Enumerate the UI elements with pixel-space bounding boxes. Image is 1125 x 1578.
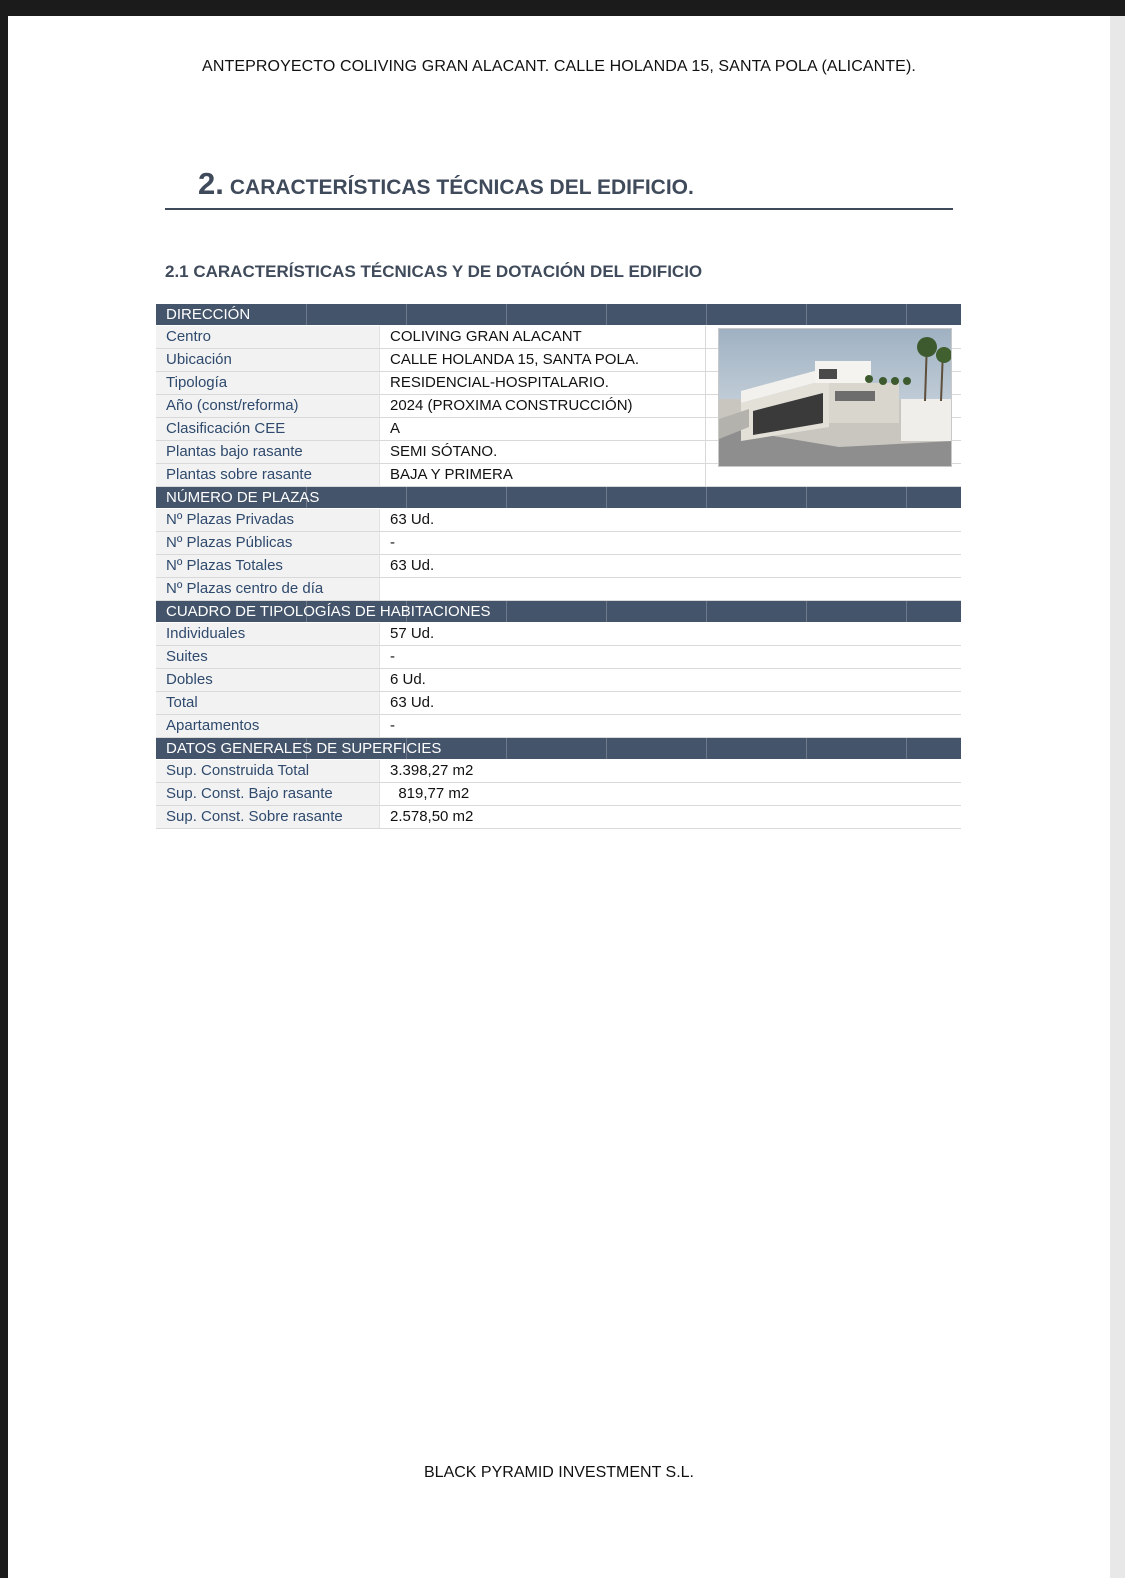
row-key: Sup. Const. Sobre rasante bbox=[156, 806, 379, 828]
table-row bbox=[156, 783, 961, 806]
section-number: 2. bbox=[198, 166, 224, 201]
band-gridline bbox=[506, 487, 507, 508]
row-key: Nº Plazas Públicas bbox=[156, 532, 379, 554]
row-key: Nº Plazas Privadas bbox=[156, 509, 379, 531]
row-key: Individuales bbox=[156, 623, 379, 645]
table-row bbox=[156, 578, 961, 601]
row-key: Tipología bbox=[156, 372, 379, 394]
row-key: Suites bbox=[156, 646, 379, 668]
table-row bbox=[156, 464, 961, 487]
row-value: 2024 (PROXIMA CONSTRUCCIÓN) bbox=[379, 395, 706, 417]
subsection-title: 2.1 CARACTERÍSTICAS TÉCNICAS Y DE DOTACIÓN DEL EDIFICIO bbox=[165, 262, 703, 281]
band-gridline bbox=[406, 487, 407, 508]
group-label: NÚMERO DE PLAZAS bbox=[166, 489, 320, 506]
row-value: 63 Ud. bbox=[379, 692, 961, 714]
row-key: Dobles bbox=[156, 669, 379, 691]
band-gridline bbox=[906, 487, 907, 508]
technical-data-table bbox=[156, 304, 961, 829]
band-gridline bbox=[906, 304, 907, 325]
band-gridline bbox=[306, 304, 307, 325]
row-value: 63 Ud. bbox=[379, 509, 961, 531]
band-gridline bbox=[706, 304, 707, 325]
band-gridline bbox=[806, 738, 807, 759]
table-row bbox=[156, 646, 961, 669]
row-value: 6 Ud. bbox=[379, 669, 961, 691]
row-value: - bbox=[379, 532, 961, 554]
table-row bbox=[156, 760, 961, 783]
table-row bbox=[156, 806, 961, 829]
page-edge bbox=[1110, 16, 1125, 1578]
band-gridline bbox=[806, 601, 807, 622]
row-key: Ubicación bbox=[156, 349, 379, 371]
row-key: Clasificación CEE bbox=[156, 418, 379, 440]
group-header-habitaciones bbox=[156, 601, 961, 623]
row-value: 3.398,27 m2 bbox=[379, 760, 961, 782]
band-gridline bbox=[706, 601, 707, 622]
table-row bbox=[156, 715, 961, 738]
direccion-block bbox=[156, 326, 961, 487]
band-gridline bbox=[706, 738, 707, 759]
table-row bbox=[156, 532, 961, 555]
row-value: BAJA Y PRIMERA bbox=[379, 464, 706, 486]
group-label: CUADRO DE TIPOLOGÍAS DE HABITACIONES bbox=[166, 603, 491, 620]
section-divider bbox=[165, 208, 953, 210]
row-value: SEMI SÓTANO. bbox=[379, 441, 706, 463]
table-row bbox=[156, 692, 961, 715]
group-label: DATOS GENERALES DE SUPERFICIES bbox=[166, 740, 442, 757]
row-value: 2.578,50 m2 bbox=[379, 806, 961, 828]
running-header: ANTEPROYECTO COLIVING GRAN ALACANT. CALLE HOLANDA 15, SANTA POLA (ALICANTE). bbox=[202, 58, 916, 75]
section-heading bbox=[198, 166, 694, 202]
band-gridline bbox=[506, 304, 507, 325]
row-value: - bbox=[379, 646, 961, 668]
building-render-illustration bbox=[719, 329, 952, 467]
row-value: RESIDENCIAL-HOSPITALARIO. bbox=[379, 372, 706, 394]
table-row bbox=[156, 509, 961, 532]
band-gridline bbox=[406, 304, 407, 325]
band-gridline bbox=[506, 601, 507, 622]
row-value: - bbox=[379, 715, 961, 737]
band-gridline bbox=[806, 304, 807, 325]
band-gridline bbox=[606, 487, 607, 508]
band-gridline bbox=[606, 601, 607, 622]
band-gridline bbox=[906, 738, 907, 759]
row-key: Sup. Construida Total bbox=[156, 760, 379, 782]
row-value: 819,77 m2 bbox=[379, 783, 961, 805]
band-gridline bbox=[806, 487, 807, 508]
row-value: A bbox=[379, 418, 706, 440]
table-row bbox=[156, 555, 961, 578]
group-header-superficies bbox=[156, 738, 961, 760]
group-header-direccion bbox=[156, 304, 961, 326]
band-gridline bbox=[706, 487, 707, 508]
row-value: 57 Ud. bbox=[379, 623, 961, 645]
row-value: CALLE HOLANDA 15, SANTA POLA. bbox=[379, 349, 706, 371]
table-row bbox=[156, 623, 961, 646]
band-gridline bbox=[606, 738, 607, 759]
row-value bbox=[379, 578, 961, 600]
row-key: Centro bbox=[156, 326, 379, 348]
row-key: Año (const/reforma) bbox=[156, 395, 379, 417]
row-key: Sup. Const. Bajo rasante bbox=[156, 783, 379, 805]
row-key: Apartamentos bbox=[156, 715, 379, 737]
row-key: Plantas bajo rasante bbox=[156, 441, 379, 463]
row-key: Total bbox=[156, 692, 379, 714]
table-row bbox=[156, 669, 961, 692]
row-key: Plantas sobre rasante bbox=[156, 464, 379, 486]
row-key: Nº Plazas Totales bbox=[156, 555, 379, 577]
band-gridline bbox=[506, 738, 507, 759]
group-header-plazas bbox=[156, 487, 961, 509]
band-gridline bbox=[606, 304, 607, 325]
page-footer: BLACK PYRAMID INVESTMENT S.L. bbox=[424, 1464, 694, 1481]
section-title: CARACTERÍSTICAS TÉCNICAS DEL EDIFICIO. bbox=[229, 176, 694, 199]
row-key: Nº Plazas centro de día bbox=[156, 578, 379, 600]
band-gridline bbox=[906, 601, 907, 622]
document-page bbox=[8, 16, 1110, 1578]
building-render-image bbox=[718, 328, 952, 467]
row-value: COLIVING GRAN ALACANT bbox=[379, 326, 706, 348]
group-label: DIRECCIÓN bbox=[166, 306, 251, 323]
row-value: 63 Ud. bbox=[379, 555, 961, 577]
